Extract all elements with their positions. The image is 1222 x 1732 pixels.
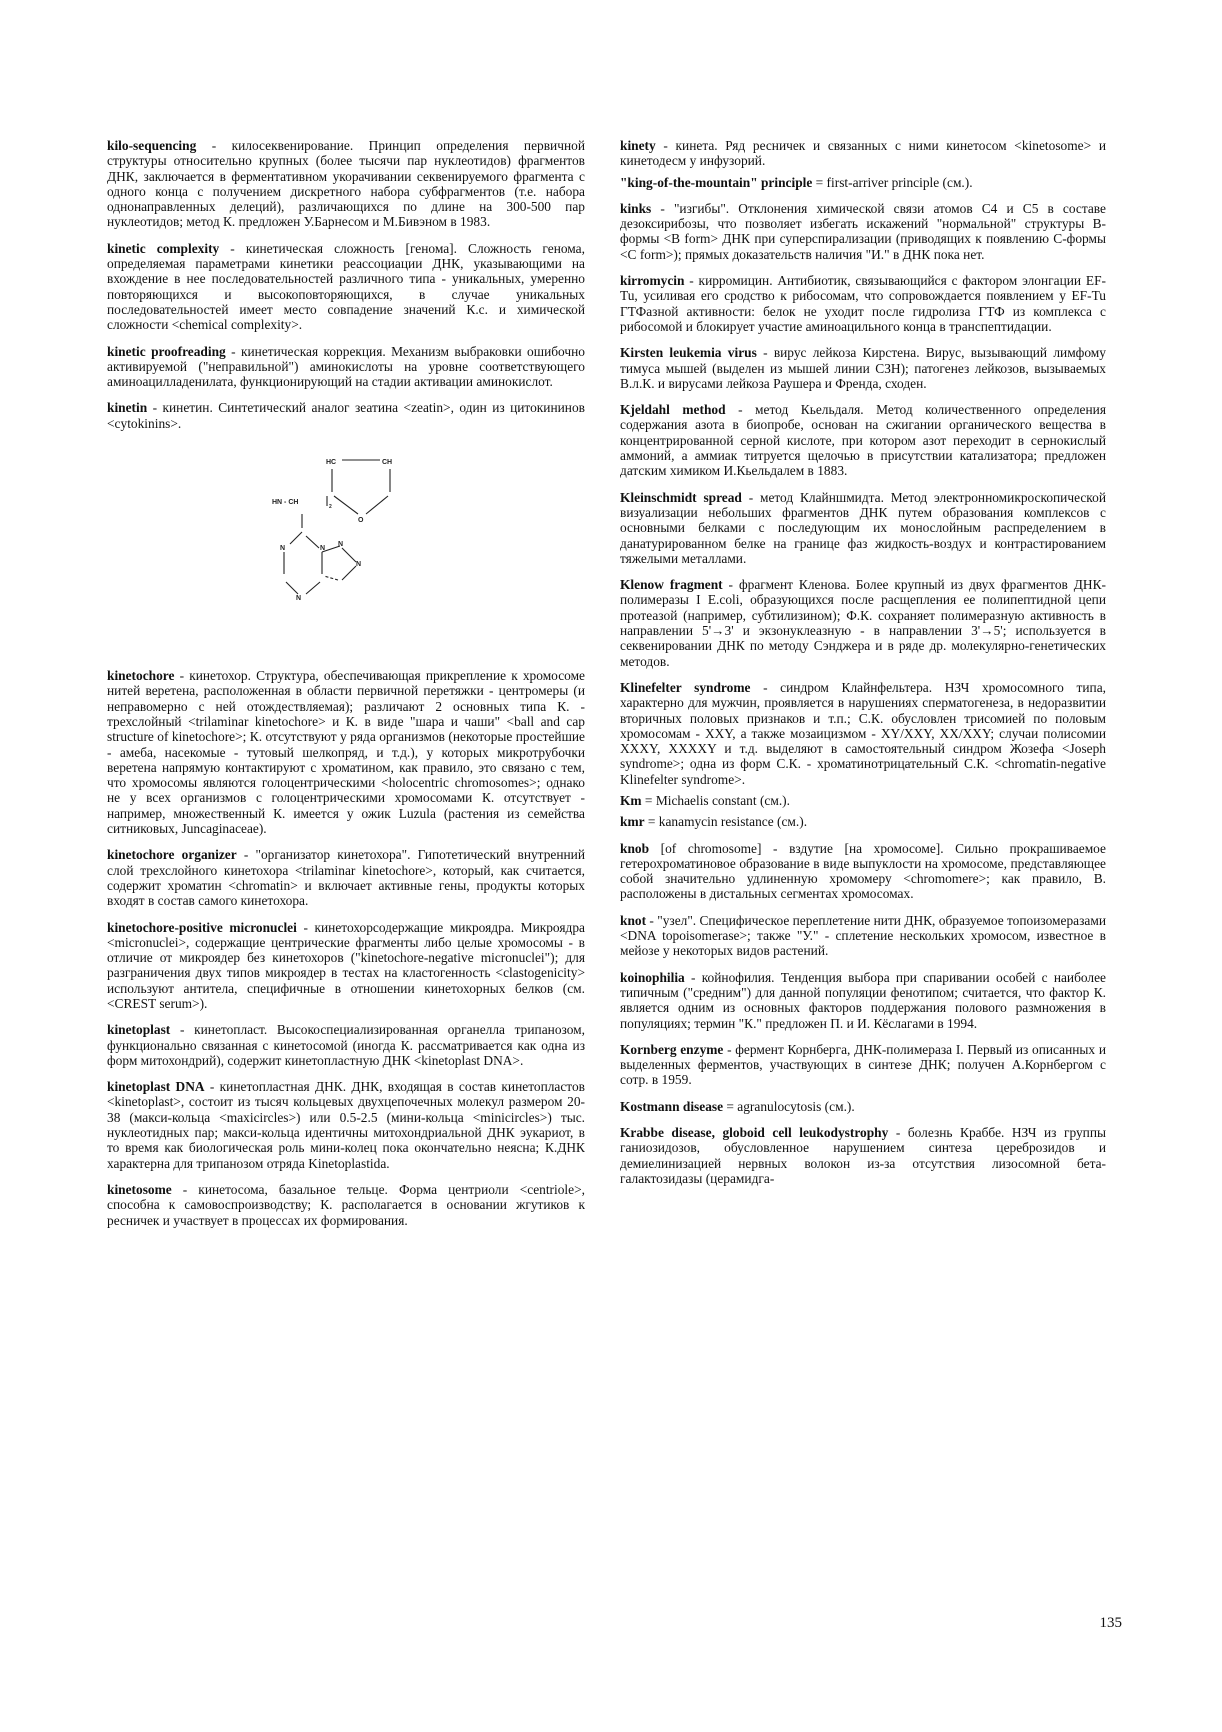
entry-term: kinetoplast DNA	[107, 1079, 205, 1095]
dictionary-entry	[107, 920, 585, 1012]
dictionary-entry	[620, 1099, 1106, 1114]
entry-term: Kostmann disease	[620, 1098, 724, 1114]
dictionary-entry	[620, 841, 1106, 902]
dictionary-entry	[620, 577, 1106, 669]
formula-label-n4: N	[296, 595, 302, 603]
dictionary-entry	[107, 668, 585, 836]
entry-definition: - кинетохор. Структура, обеспечивающая прикрепление к хромосоме нитей веретена, расположенная в области первичной перетяжки - центромеры (и неправомерно с ней отождествляемая); различают 2 основных типа К. - трехслойный <trilaminar kinetochore> и К. в виде "шара и чаши" <ball and cap structure of kinetochore>; К. отсутствуют у ряда организмов (некоторые простейшие - амеба, насекомые - тутовый шелкопряд, и т.д.), у которых микротрубочки веретена напрямую контактируют с хроматином, как правило, это связано с тем, что хромосомы являются голоцентрическими <holocentric chromosomes>; однако не у всех организмов с голоцентрическими хромосомами К. отсутствует - например, множественный К. имеется у ожик Luzula (растения из семейства ситниковых, Juncaginaceae).	[107, 668, 585, 837]
entry-definition: = Michaelis constant (см.).	[641, 792, 790, 808]
entry-term: kinetochore organizer	[107, 847, 237, 863]
entry-term: kinetosome	[107, 1181, 172, 1197]
formula-label-hn: HN - CH	[272, 499, 299, 507]
dictionary-entry	[620, 175, 1106, 190]
entry-term: kinetin	[107, 400, 148, 416]
dictionary-entry	[620, 201, 1106, 262]
kinetin-structural-formula	[107, 442, 585, 642]
entry-term: knob	[620, 840, 650, 856]
entry-term: kilo-sequencing	[107, 138, 197, 153]
entry-definition: - болезнь Краббе. НЗЧ из группы ганиозидозов, обусловленное нарушением синтеза цереброзидов и демиелинизацией нервных волокон из-за отсутствия лизосомной бета-галактозидазы (церамидга-	[620, 1125, 1106, 1186]
entry-definition: = kanamycin resistance (см.).	[644, 814, 808, 830]
entry-term: Km	[620, 792, 642, 808]
dictionary-entry	[620, 490, 1106, 566]
entry-definition: - кинетическая сложность [генома]. Сложность генома, определяемая параметрами кинетики реассоциации ДНК, указывающими на вхождение в нее последовательностей различного типа - уникальных, умеренно повторяющихся и высокоповторяющихся, в случае уникальных последовательностей имеет место совпадение значений К.с. и химической сложности <chemical complexity>.	[107, 240, 585, 333]
entry-term: "king-of-the-mountain" principle	[620, 174, 813, 190]
entry-definition: - "узел". Специфическое переплетение нити ДНК, образуемое топоизомеразами <DNA topoisomerase>; также "У." - сплетение нескольких хромосом, известное в мейозе у некоторых видов растений.	[620, 912, 1106, 959]
entry-definition: [of chromosome] - вздутие [на хромосоме]. Сильно прокрашиваемое гетерохроматиновое образование в виде выпуклости на хромосоме, представляющее собой значительно удлиненную хромомеру <chromomere>; как правило, В. расположены в дистальных сегментах хромосомах.	[620, 840, 1106, 902]
dictionary-entry	[620, 1042, 1106, 1088]
entry-definition: - синдром Клайнфельтера. НЗЧ хромосомного типа, характерно для мужчин, проявляется в нарушениях сперматогенеза, в недоразвитии вторичных половых признаков и т.п.; С.К. обусловлен трисомией по половым хромосомам - XXY, а также мозаицизмом - XY/XXY, XX/XXY; случаи полисомии XXXY, XXXXY и т.д. выделяют в самостоятельный синдром Жозефа <Joseph syndrome>; одна из форм С.К. - хроматинотрицательный С.К. <chromatin-negative Klinefelter syndrome>.	[620, 679, 1106, 787]
entry-term: Kleinschmidt spread	[620, 489, 742, 505]
formula-label-sub2: 2	[329, 504, 332, 511]
entry-definition: - фрагмент Кленова. Более крупный из двух фрагментов ДНК-полимеразы I E.coli, образующихся после расщепления ее полипептидной цепи протеазой (например, субтилизином); Ф.К. сохраняет полимеразную активность в направлении 5'→3' и экзонуклеазную - в направлении 3'→5'; используется в секвенировании ДНК по методу Сэнджера и в ряде др. молекулярно-генетических методов.	[620, 577, 1106, 669]
entry-definition: - кинетосома, базальное тельце. Форма центриоли <centriole>, способна к самовоспроизводству; К. располагается в основании жгутиков к ресничек и участвует в процессах их формирования.	[107, 1181, 585, 1228]
page-number: 135	[1099, 1615, 1122, 1631]
entry-definition: - кинетическая коррекция. Механизм выбраковки ошибочно активируемой ("неправильной") аминокислоты на уровне соответствующего аминоацилладенилата, функционирующий на стадии активации аминокислот.	[107, 343, 585, 390]
entry-definition: = first-arriver principle (см.).	[812, 174, 973, 190]
entry-term: kinks	[620, 200, 652, 216]
dictionary-entry	[620, 1125, 1106, 1186]
formula-label-o: O	[358, 517, 364, 525]
dictionary-entry	[107, 241, 585, 333]
entry-definition: - койнофилия. Тенденция выбора при спаривании особей с наиболее типичным ("средним") для данной популяции фенотипом; считается, что фактор К. является одним из основных факторов поддержания полового размножения в популяциях; термин "К." предложен П. и И. Кёслагами в 1994.	[620, 969, 1106, 1031]
entry-term: Kirsten leukemia virus	[620, 345, 757, 361]
entry-term: kinetochore	[107, 668, 175, 684]
right-column	[620, 138, 1106, 1197]
entry-term: kirromycin	[620, 273, 685, 289]
entry-term: kmr	[620, 814, 645, 830]
dictionary-entry	[107, 138, 585, 230]
entry-definition: - кинетопластная ДНК. ДНК, входящая в состав кинетопластов <kinetoplast>, состоит из тысяч кольцевых двухцепочечных молекул размером 20-38 (макси-кольца <maxicircles>) или 0.5-2.5 (мини-кольца <minicircles>) тыс. нуклеотидных пар; макси-кольца идентичны митохондриальной ДНК эукариот, в то время как биологическая роль мини-колец пока окончательно неясна; К.ДНК характерна для трипанозом отряда Kinetoplastida.	[107, 1079, 586, 1171]
entry-definition: - метод Клайншмидта. Метод электронномикроскопической визуализации небольших фрагментов ДНК путем образования комплексов с основными белками с последующим их монослойным распределением в данатурированном белке на границе фаз жидкость-воздух и контрастированием тяжелыми металлами.	[620, 489, 1106, 566]
dictionary-entry	[620, 793, 1106, 808]
dictionary-entry	[107, 847, 585, 908]
dictionary-entry	[620, 970, 1106, 1031]
formula-label-n1: N	[280, 545, 286, 553]
entry-definition: - кинета. Ряд ресничек и связанных с ними кинетосом <kinetosome> и кинетодесм у инфузорий.	[620, 138, 1106, 169]
entry-term: Krabbe disease, globoid cell leukodystrophy	[620, 1125, 889, 1141]
dictionary-entry	[620, 402, 1106, 478]
entry-definition: - "изгибы". Отклонения химической связи атомов С4 и С5 в составе дезоксирибозы, что позволяет избегать искажений "нормальной" структуры В-формы <B form> ДНК при суперспирализации (приводящих к появлению С-формы <C form>); прямых доказательств наличия "И." в ДНК пока нет.	[620, 200, 1106, 262]
left-entries-top	[107, 138, 585, 431]
dictionary-entry	[107, 1079, 585, 1171]
entry-definition: - вирус лейкоза Кирстена. Вирус, вызывающий лимфому тимуса мышей (выделен из мышей линии СЗН); патогенез лейкозов, вызываемых В.л.К. и вирусами лейкоза Раушера и Френда, сходен.	[620, 345, 1106, 391]
formula-label-n2: N	[320, 545, 326, 553]
entry-term: Klenow fragment	[620, 577, 723, 593]
left-entries-bottom	[107, 668, 585, 1228]
entry-definition: - кирромицин. Антибиотик, связывающийся с фактором элонгации EF-Tu, усиливая его сродство к рибосомам, что сопровождается появлением у EF-Tu ГТФазной активности: белок не уходит после гидролиза ГТФ из комплекса с рибосомой и блокирует участие аминоацильного конца в транспептидации.	[620, 273, 1106, 334]
entry-definition: - фермент Корнберга, ДНК-полимераза I. Первый из описанных и выделенных ферментов, участвующих в синтезе ДНК; получен А.Корнбергом с сотр. в 1959.	[620, 1041, 1106, 1088]
dictionary-entry	[620, 345, 1106, 391]
dictionary-entry	[107, 344, 585, 390]
dictionary-entry	[107, 400, 585, 431]
dictionary-entry	[107, 1022, 585, 1068]
entry-term: kinetoplast	[107, 1022, 171, 1038]
entry-term: kinety	[620, 138, 656, 153]
entry-definition: = agranulocytosis (см.).	[723, 1098, 855, 1114]
entry-term: kinetic complexity	[107, 240, 220, 256]
entry-term: koinophilia	[620, 969, 685, 985]
entry-term: Klinefelter syndrome	[620, 679, 751, 695]
formula-label-n5: N	[356, 561, 362, 569]
dictionary-entry	[107, 1182, 585, 1228]
formula-label-n3: N	[338, 541, 344, 549]
entry-term: Kjeldahl method	[620, 402, 726, 418]
formula-label-ch: CH	[382, 459, 393, 467]
entry-definition: - кинетин. Синтетический аналог зеатина <zeatin>, один из цитокининов <cytokinins>.	[107, 400, 585, 431]
entry-term: kinetochore-positive micronuclei	[107, 919, 297, 935]
dictionary-entry	[620, 814, 1106, 829]
dictionary-entry	[620, 913, 1106, 959]
entry-definition: - метод Кьельдаля. Метод количественного определения содержания азота в биопробе, основан на сжигании органического вещества в концентрированной серной кислоте, при котором азот переходит в сернокислый аммоний, а аммиак титруется щелочью в присутствии катализатора; предложен датским химиком И.Кьельдалем в 1883.	[620, 402, 1106, 479]
entry-definition: - килосеквенирование. Принцип определения первичной структуры относительно крупных (более тысячи пар нуклеотидов) фрагментов ДНК, заключается в ферментативном укорачивании секвенируемого фрагмента с одного конца с получением дискретного набора субфрагментов (т.е. набора однонаправленных делеций), различающихся по длине на 300-500 пар нуклеотидов; метод К. предложен У.Барнесом и М.Бивэном в 1983.	[107, 138, 585, 230]
entry-term: kinetic proofreading	[107, 343, 226, 359]
entry-definition: - кинетохорсодержащие микроядра. Микроядра <micronuclei>, содержащие центрические фрагменты либо целые хромосомы - в отличие от микроядер без кинетохоров ("kinetochore-negative micronuclei"); для разграничения двух типов микроядер в тестах на кластогенность <clastogenicity> используют антитела, специфичные в отношении кинетохорных белков (см. <CREST serum>).	[107, 919, 585, 1011]
dictionary-entry	[620, 138, 1106, 169]
dictionary-entry	[620, 273, 1106, 334]
kinetin-formula-diagram	[272, 442, 422, 642]
entry-term: knot	[620, 912, 647, 928]
formula-label-hc: HC	[326, 459, 337, 467]
entry-term: Kornberg enzyme	[620, 1041, 724, 1057]
dictionary-entry	[620, 680, 1106, 787]
entry-definition: - "организатор кинетохора". Гипотетический внутренний слой трехслойного кинетохора <trilaminar kinetochore>, который, как считается, содержит хроматин <chromatin> и включает активные гены, продукты которых входят в состав самого кинетохора.	[107, 847, 585, 909]
left-column	[107, 138, 585, 1239]
entry-definition: - кинетопласт. Высокоспециализированная органелла трипанозом, функционально связанная с кинетосомой (иногда К. рассматривается как одна из форм митохондрий), содержит кинетопластную ДНК <kinetoplast DNA>.	[107, 1022, 585, 1068]
